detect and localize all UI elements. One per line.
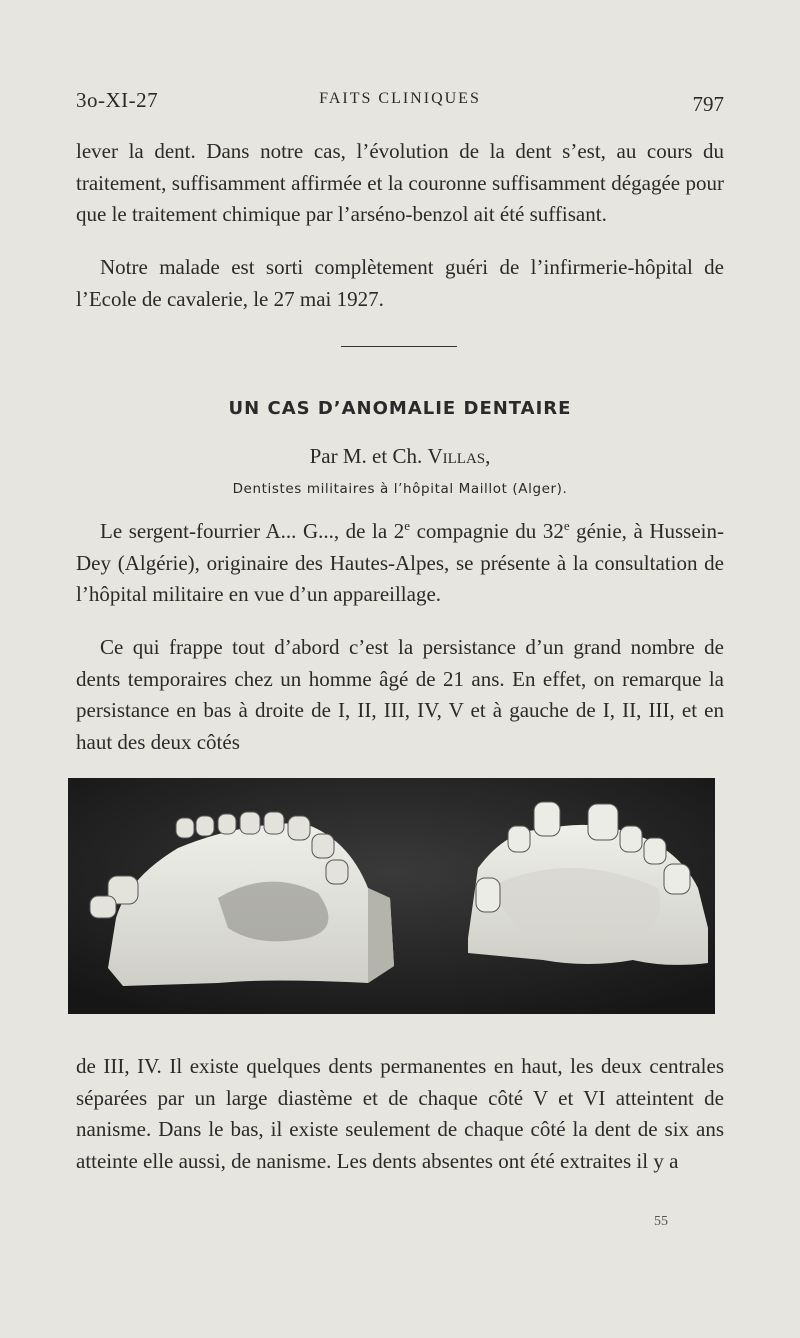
running-header xyxy=(76,88,724,122)
paragraph-observation: Ce qui frappe tout d’abord c’est la persistance d’un grand nombre de dents temporaires chez un homme âgé de 21 ans. En effet, on remarque la persistance en bas à droite de I, II, III, IV, V et à gauche de I, II, III, et en haut des deux côtés xyxy=(76,635,724,754)
byline-suffix: , xyxy=(485,444,491,468)
author-surname: Villas xyxy=(427,444,486,468)
dental-casts-photograph xyxy=(68,778,715,1014)
article-title: UN CAS D’ANOMALIE DENTAIRE xyxy=(228,398,572,419)
p1-part-c: génie, à Hussein-Dey (Algérie), originaire des Hautes-Alpes, se présente à la consultation de l’hôpital militaire en vue d’un appareillage. xyxy=(76,519,724,606)
printer-signature-mark: 55 xyxy=(654,1214,668,1229)
paragraph-dentition-details: de III, IV. Il existe quelques dents permanentes en haut, les deux centrales séparées par un large diastème et de chaque côté V et VI atteintent de nanisme. Dans le bas, il existe seulement de chaque côté la dent de six ans atteinte elle aussi, de nanisme. Les dents absentes ont été extraites il y a xyxy=(76,1054,724,1173)
header-date: 3o-XI-27 xyxy=(76,88,159,112)
header-section-title: FAITS CLINIQUES xyxy=(319,90,481,107)
author-affiliation: Dentistes militaires à l’hôpital Maillot (Alger). xyxy=(232,481,568,497)
paragraph-discharge: Notre malade est sorti complètement guéri de l’infirmerie-hôpital de l’Ecole de cavalerie, le 27 mai 1927. xyxy=(76,255,724,311)
section-divider xyxy=(341,346,457,347)
byline-prefix: Par M. et Ch. xyxy=(309,444,428,468)
paragraph-patient-intro xyxy=(76,516,724,611)
article-byline xyxy=(76,444,724,469)
p1-part-b: compagnie du 32 xyxy=(410,519,564,543)
p1-superscript-1: e xyxy=(404,518,411,533)
p1-superscript-2: e xyxy=(563,518,570,533)
p1-part-a: Le sergent-fourrier A... G..., de la 2 xyxy=(100,519,405,543)
paragraph-continuation: lever la dent. Dans notre cas, l’évolution de la dent s’est, au cours du traitement, suffisamment affirmée et la couronne suffisamment dégagée pour que le traitement chimique par l’arséno-benzol ait été suffisant. xyxy=(76,139,724,226)
page-number: 797 xyxy=(692,92,724,116)
